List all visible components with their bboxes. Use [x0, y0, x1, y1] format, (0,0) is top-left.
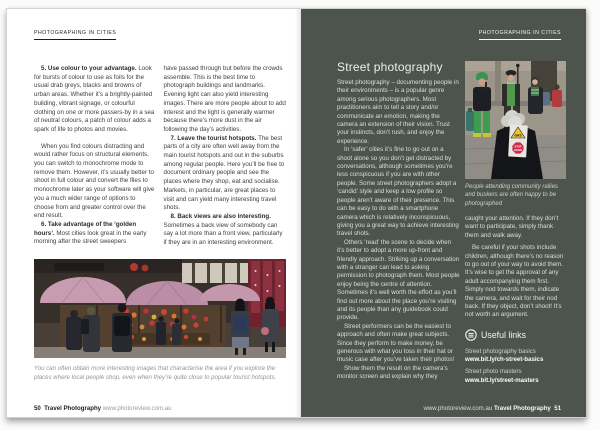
link-label: Street photography basics: [465, 348, 536, 355]
photo-caption: You can often obtain more interesting images that characterise the area if you explore the places where local people shop, even when they’re quite close to popular tourist hotspots.: [34, 365, 277, 381]
gas-sign-label: GAS: [514, 133, 522, 138]
right-column-2: [465, 215, 568, 320]
left-page: [7, 9, 301, 417]
left-column-1: [34, 65, 157, 248]
useful-links-header: [465, 329, 577, 341]
link-url: www.bit.ly/ch-street-basics: [465, 356, 544, 364]
market-photo-illustration: [34, 259, 286, 358]
magazine-spread: [6, 8, 586, 418]
publication-brand: Travel Photography: [493, 405, 551, 412]
page-number: 51: [554, 405, 561, 412]
link-label: Street photo masters: [465, 368, 522, 376]
body-paragraph: Street photography – documenting people in their environments – is a popular genre among serious photographers. Most practitioners aim to tell a story and/or communicate an emotion, making the camera an extension of their vision. Trust your instincts, don’t rush, and enjoy the experience.: [337, 79, 459, 145]
gas-bottle: [466, 108, 474, 131]
useful-links-heading: Useful links: [481, 330, 526, 340]
body-paragraph: 5. Use colour to your advantage. Look for bursts of colour to use as foils for the usual drab greys, blacks and browns of urban areas. Whether it’s a brightly-painted building, vibrant signage, or colourful clothing on one or more passers-by in a sea of neutral colours, a patch of colour adds a spark of life to photos and movies.: [34, 65, 155, 133]
rally-photo-illustration: [465, 61, 566, 179]
rally-photo: [465, 61, 566, 179]
body-paragraph: When you find colours distracting and would rather focus on structural elements, you can switch to monochrome mode to remove them. However, it’s usually better to shoot in full colour and convert the files to monochrome later as your software will give you a much wider range of options to choose from and greater control over the end result.: [34, 142, 155, 220]
tip-number-lead: 8. Back views are also interesting.: [170, 212, 271, 220]
left-footer: [34, 405, 172, 412]
body-paragraph: Be careful if your shots include children, although there’s no reason to go out of your way to avoid them. It’s wise to get the approval of any adult accompanying them first. Simply nod towards them, indicate the camera, and wait for their nod back. If they object, don’t shoot! It’s not worth an argument.: [465, 244, 564, 319]
protest-sign: [508, 125, 528, 158]
useful-links-box: [465, 329, 577, 389]
tip-number-lead: 6. Take advantage of the ‘golden hours’.: [34, 220, 137, 237]
photo-caption: People attending community rallies and buskers are often happy to be photographed: [465, 184, 559, 207]
left-page-columns: [34, 65, 286, 248]
site-url: www.photoreview.com.au: [423, 405, 493, 412]
right-footer: [423, 405, 561, 412]
section-kicker: PHOTOGRAPHING IN CITIES: [479, 30, 561, 40]
article-title: Street photography: [337, 60, 443, 74]
body-paragraph: have passed through but before the crowds assemble. This is the best time to photograph buildings and landmarks. Evening light can also yield interesting images. There are more people about to add interest and the light is generally warmer because there’s more dust in the air following the day’s activities.: [163, 65, 286, 133]
body-paragraph: 6. Take advantage of the ‘golden hours’. Most cities look great in the early morning after the street sweepers: [34, 220, 147, 246]
useful-links-list: [465, 348, 577, 385]
right-page: [301, 9, 586, 417]
body-paragraph: caught your attention. If they don’t want to participate, simply thank them and walk away.: [465, 215, 559, 239]
link-url: www.bit.ly/street-masters: [465, 376, 539, 384]
body-paragraph: Show them the result on the camera’s monitor screen and explain why they: [337, 364, 448, 381]
list-icon: [465, 329, 477, 341]
body-paragraph: 7. Leave the tourist hotspots. The best parts of a city are often well away from the main tourist hotspots and out in the suburbs among regular people. Here you’ll be free to document ordinary people and see the places where they shop, eat and socialise. Markets, in particular, are great places to visit and can yield many interesting travel shots.: [163, 134, 285, 212]
right-column-1: [337, 79, 460, 382]
body-paragraph: In ‘safer’ cities it’s fine to go out on a shoot alone so you don’t get distracted by conversations, although sometimes you’re less conspicuous if you are with other people. Some street photographers adopt a ‘candid’ style and keep a low profile so people aren’t aware of their presence. This can be easy to do with a smartphone camera which is relatively inconspicuous, giving you a great way to achieve interesting travel shots.: [337, 146, 459, 238]
tip-number-lead: 5. Use colour to your advantage.: [41, 65, 137, 72]
body-paragraph: Others ‘read’ the scene to decide when it’s better to adopt a more up-front and friendly approach. Striking up a conversation with a stranger can lead to asking permission to photograph them. Most people enjoy being the centre of attention. Sometimes it’s well worth the effort as you’ll find out more about the place you’re visiting and its people than any guidebook could provide.: [337, 238, 460, 322]
site-url: www.photoreview.com.au: [102, 405, 172, 412]
stop-sign-line1: STOP: [514, 145, 522, 149]
publication-brand: Travel Photography: [44, 405, 102, 412]
stop-sign-line2: ADANI: [513, 149, 523, 153]
body-paragraph: Street performers can be the easiest to approach and often make great subjects. Since they perform to make money, be generous with what you toss in their hat or music case after you’ve taken their photos!: [337, 322, 455, 364]
left-column-2: [164, 65, 287, 248]
market-street-photo: [34, 259, 286, 358]
body-paragraph: 8. Back views are also interesting. Sometimes a back view of somebody can say a lot more than a front view, particularly if they are in an interesting environment.: [163, 212, 283, 247]
page-number: 50: [34, 405, 41, 412]
tip-number-lead: 7. Leave the tourist hotspots.: [170, 134, 257, 142]
section-kicker: PHOTOGRAPHING IN CITIES: [34, 30, 116, 40]
